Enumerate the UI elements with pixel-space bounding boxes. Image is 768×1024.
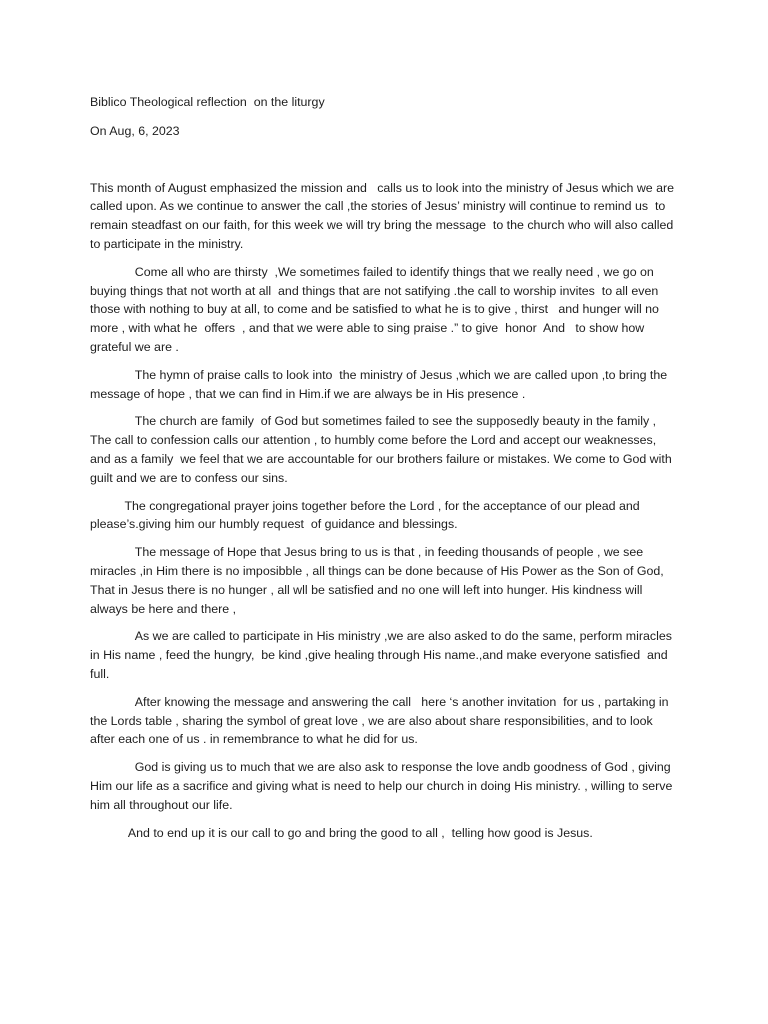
paragraph: Come all who are thirsty ,We sometimes failed to identify things that we really need , we go on buying things that not worth at all and things that are not satifying .the call to worship invites to all even those with nothing to buy at all, to come and be satisfied to what he is to give , thirst and hunger will no more , with what he offers , and that we were able to sing praise .” to give honor And to show how grateful we are .	[90, 264, 663, 354]
paragraph: And to end up it is our call to go and bring the good to all , telling how good is Jesus.	[90, 825, 593, 840]
paragraph: The hymn of praise calls to look into the ministry of Jesus ,which we are called upon ,to bring the message of hope , that we can find in Him.if we are always be in His presence .	[90, 367, 671, 401]
document-body	[90, 93, 678, 851]
document-title: Biblico Theological reflection on the liturgy	[90, 95, 325, 109]
paragraph: The congregational prayer joins together before the Lord , for the acceptance of our plead and please’s.giving him our humbly request of guidance and blessings.	[90, 498, 644, 532]
paragraph: This month of August emphasized the mission and calls us to look into the ministry of Jesus which we are called upon. As we continue to answer the call ,the stories of Jesus’ ministry will continue to remind us to remain steadfast on our faith, for this week we will try bring the message to the church who will also called to participate in the ministry.	[90, 180, 678, 251]
document-date: On Aug, 6, 2023	[90, 123, 180, 138]
paragraph: The church are family of God but sometimes failed to see the supposedly beauty in the family , The call to confession calls our attention , to humbly come before the Lord and accept our weaknesses, and as a family we feel that we are accountable for our brothers failure or mistakes. We come to God with guilt and we are to confess our sins.	[90, 414, 676, 485]
paragraph: After knowing the message and answering the call here ‘s another invitation for us , partaking in the Lords table , sharing the symbol of great love , we are also about share responsibilities, and to look after each one of us . in remembrance to what he did for us.	[90, 694, 673, 747]
paragraph: As we are called to participate in His ministry ,we are also asked to do the same, perform miracles in His name , feed the hungry, be kind ,give healing through His name.,and make everyone satisfied and full.	[90, 629, 679, 681]
paragraph: God is giving us to much that we are also ask to response the love andb goodness of God , giving Him our life as a sacrifice and giving what is need to help our church in doing His ministry. , willing to serve him all throughout our life.	[90, 760, 676, 812]
paragraph: The message of Hope that Jesus bring to us is that , in feeding thousands of people , we see miracles ,in Him there is no imposibble , all things can be done because of His Power as the Son of God, That in Jesus there is no hunger , all wll be satisfied and no one will left into hunger. His kindness will always be here and there ,	[90, 545, 667, 616]
